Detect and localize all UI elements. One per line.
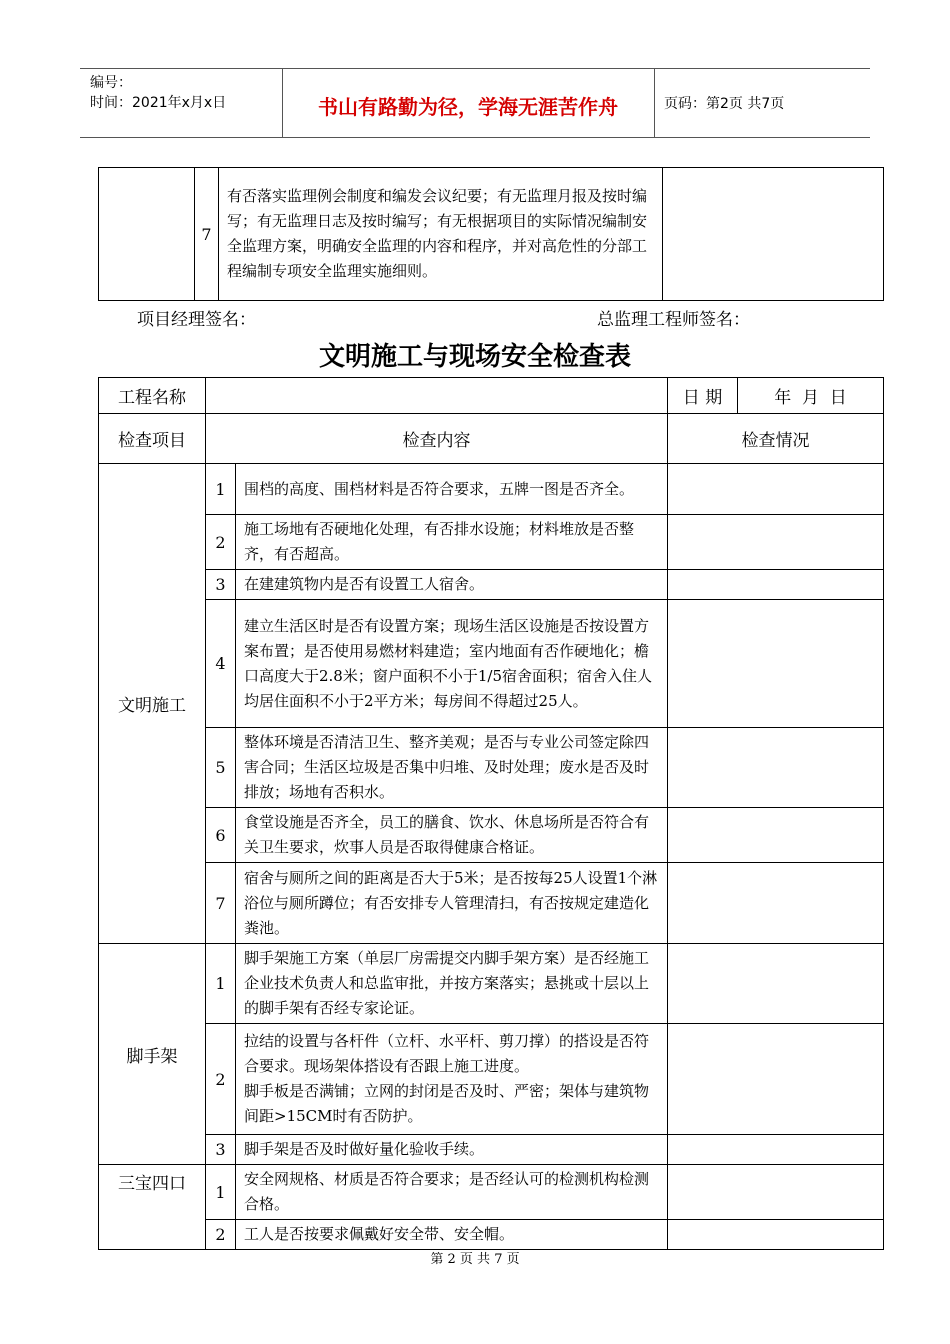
table-row <box>99 808 884 863</box>
check-content: 食堂设施是否齐全，员工的膳食、饮水、休息场所是否符合有关卫生要求，炊事人员是否取得健康合格证。 <box>236 808 668 863</box>
check-content: 施工场地有否硬地化处理，有否排水设施；材料堆放是否整齐，有否超高。 <box>236 515 668 570</box>
table-row <box>99 863 884 944</box>
check-content-line: 拉结的设置与各杆件（立杆、水平杆、剪刀撑）的搭设是否符合要求。现场架体搭设有否跟上施工进度。 <box>244 1032 650 1075</box>
check-content: 在建建筑物内是否有设置工人宿舍。 <box>236 570 668 600</box>
row-number: 2 <box>206 1024 236 1135</box>
inspection-table <box>98 377 884 1250</box>
row-number: 7 <box>206 863 236 944</box>
category-civil: 文明施工 <box>99 464 206 944</box>
header-meta <box>90 73 226 113</box>
category-safety: 三宝四口 <box>99 1165 206 1250</box>
number-label: 编号： <box>90 75 132 91</box>
row-number: 2 <box>206 1220 236 1250</box>
table-row <box>99 600 884 728</box>
table-row <box>99 728 884 808</box>
table-row <box>99 1135 884 1165</box>
check-content: 宿舍与厕所之间的距离是否大于5米；是否按每25人设置1个淋浴位与厕所蹲位；有否安排专人管理清扫，有否按规定建造化粪池。 <box>236 863 668 944</box>
category-scaffold: 脚手架 <box>99 944 206 1165</box>
column-header-status: 检查情况 <box>668 414 884 464</box>
check-content-line: 脚手板是否满铺；立网的封闭是否及时、严密；架体与建筑物间距>15CM时有否防护。 <box>244 1082 650 1125</box>
header-motto: 书山有路勤为径，学海无涯苦作舟 <box>318 95 618 119</box>
check-content: 有否落实监理例会制度和编发会议纪要；有无监理月报及按时编写；有无监理日志及按时编写；有无根据项目的实际情况编制安全监理方案，明确安全监理的内容和程序，并对高危性的分部工程编制专项安全监理实施细则。 <box>219 168 663 301</box>
status-cell[interactable] <box>668 808 884 863</box>
status-cell[interactable] <box>668 944 884 1024</box>
project-name-field[interactable] <box>206 378 668 414</box>
check-content: 围档的高度、围档材料是否符合要求，五牌一图是否齐全。 <box>236 464 668 515</box>
table-row <box>99 944 884 1024</box>
row-number: 1 <box>206 464 236 515</box>
chief-signature-label: 总监理工程师签名： <box>597 310 750 330</box>
check-content: 脚手架施工方案（单层厂房需提交内脚手架方案）是否经施工企业技术负责人和总监审批，并按方案落实；悬挑或十层以上的脚手架有否经专家论证。 <box>236 944 668 1024</box>
status-cell[interactable] <box>668 863 884 944</box>
date-field[interactable]: 年 月 日 <box>738 378 884 414</box>
status-cell[interactable] <box>668 515 884 570</box>
column-header-content: 检查内容 <box>206 414 668 464</box>
row-number: 1 <box>206 944 236 1024</box>
status-cell[interactable] <box>668 600 884 728</box>
previous-table <box>98 167 884 301</box>
table-row <box>99 464 884 515</box>
table-row <box>99 570 884 600</box>
pm-signature-label: 项目经理签名： <box>137 310 256 330</box>
status-cell[interactable] <box>668 1220 884 1250</box>
page-header <box>80 68 870 138</box>
row-number: 4 <box>206 600 236 728</box>
row-number: 3 <box>206 1135 236 1165</box>
table-row <box>99 1165 884 1220</box>
row-number: 5 <box>206 728 236 808</box>
blank-cell <box>99 168 195 301</box>
row-number: 6 <box>206 808 236 863</box>
check-content: 工人是否按要求佩戴好安全带、安全帽。 <box>236 1220 668 1250</box>
column-header-item: 检查项目 <box>99 414 206 464</box>
row-number: 3 <box>206 570 236 600</box>
table-row <box>99 1220 884 1250</box>
row-number: 7 <box>195 168 219 301</box>
date-label: 日 期 <box>668 378 738 414</box>
status-cell[interactable] <box>668 1165 884 1220</box>
status-cell[interactable] <box>668 1135 884 1165</box>
time-label: 时间：2021年x月x日 <box>90 95 227 111</box>
status-cell[interactable] <box>668 1024 884 1135</box>
header-divider <box>654 69 655 137</box>
status-cell[interactable] <box>668 570 884 600</box>
page-title: 文明施工与现场安全检查表 <box>318 342 631 372</box>
row-number: 2 <box>206 515 236 570</box>
page-footer: 第 2 页 共 7 页 <box>430 1252 520 1267</box>
check-content: 脚手架是否及时做好量化验收手续。 <box>236 1135 668 1165</box>
status-cell[interactable] <box>668 728 884 808</box>
check-content: 整体环境是否清洁卫生、整齐美观；是否与专业公司签定除四害合同；生活区垃圾是否集中归堆、及时处理；废水是否及时排放；场地有否积水。 <box>236 728 668 808</box>
status-cell[interactable] <box>663 168 884 301</box>
page-indicator: 页码：第2页 共7页 <box>664 96 785 112</box>
status-cell[interactable] <box>668 464 884 515</box>
check-content: 安全网规格、材质是否符合要求；是否经认可的检测机构检测合格。 <box>236 1165 668 1220</box>
check-content <box>236 1024 668 1135</box>
table-row <box>99 1024 884 1135</box>
check-content: 建立生活区时是否有设置方案；现场生活区设施是否按设置方案布置；是否使用易燃材料建造；室内地面有否作硬地化；檐口高度大于2.8米；窗户面积不小于1/5宿舍面积；宿舍入住人均居住面积不小于2平方米；每房间不得超过25人。 <box>236 600 668 728</box>
project-name-label: 工程名称 <box>99 378 206 414</box>
table-row <box>99 515 884 570</box>
row-number: 1 <box>206 1165 236 1220</box>
